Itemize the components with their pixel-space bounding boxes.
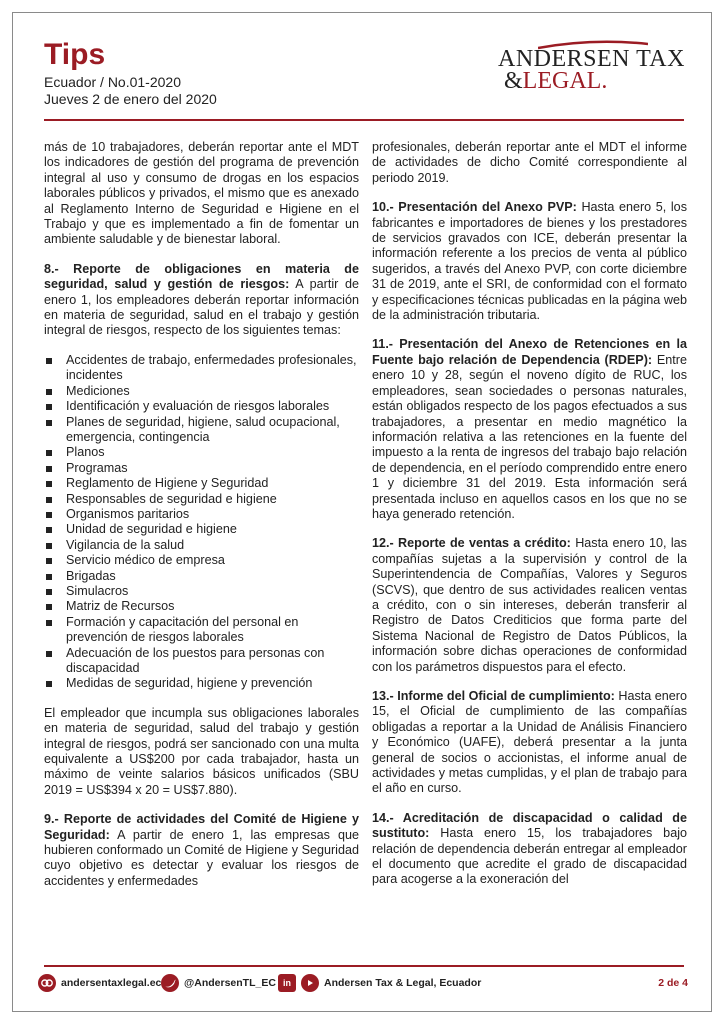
section-9: 9.- Reporte de actividades del Comité de Higiene y Seguridad: A partir de enero 1, las empresas que hubieren conformado un Comité de Higiene y Seguridad cuyo objetivo es detectar y evaluar los riesgos de accidentes y enfermedades: [44, 812, 359, 888]
footer: [38, 972, 688, 996]
list-item: Accidentes de trabajo, enfermedades profesionales, incidentes: [44, 353, 359, 384]
paragraph: profesionales, deberán reportar ante el MDT el informe de actividades de dicho Comité correspondiente al periodo 2019.: [372, 140, 687, 185]
linkedin-youtube-link[interactable]: in Andersen Tax & Legal, Ecuador: [278, 972, 481, 994]
list-item: Simulacros: [44, 584, 359, 599]
section-10: 10.- Presentación del Anexo PVP: Hasta enero 5, los fabricantes e importadores de bienes y los prestadores de servicios gravados con ICE, deberán presentar la información referente a los precios de venta al público sugeridos, a través del Anexo PVP, con corte diciembre 31 de 2019, ante el SRI, de conformidad con el formato y especificaciones técnicas publicadas en la página web de la administración tributaria.: [372, 200, 687, 323]
list-item: Vigilancia de la salud: [44, 538, 359, 553]
list-item: Programas: [44, 461, 359, 476]
paragraph: más de 10 trabajadores, deberán reportar ante el MDT los indicadores de gestión del programa de prevención integral al uso y consumo de drogas en los espacios laborales públicos y privados, el mismo que es anexado al Reglamento Interno de Seguridad e Higiene en el Trabajo y que es implementado a fin de fomentar un ambiente saludable y de bienestar laboral.: [44, 140, 359, 247]
page-title: Tips: [44, 38, 106, 71]
publication-date: Jueves 2 de enero del 2020: [44, 91, 217, 107]
list-item: Formación y capacitación del personal en prevención de riesgos laborales: [44, 615, 359, 646]
website-link[interactable]: andersentaxlegal.ec: [38, 972, 161, 994]
footer-divider: [44, 965, 684, 967]
section-13: 13.- Informe del Oficial de cumplimiento: Hasta enero 15, el Oficial de cumplimiento de las compañías obligadas a reportar a la Unidad de Análisis Financiero y Económico (UAFE), deberá presentar a la junta general de socios o accionistas, el informe anual de actividades y metas cumplidas, y el plan de trabajo para el año en curso.: [372, 689, 687, 796]
list-item: Servicio médico de empresa: [44, 553, 359, 568]
paragraph-fine: El empleador que incumpla sus obligaciones laborales en materia de seguridad, salud del trabajo y gestión integral de riesgos, podrá ser sancionado con una multa equivalente a US$200 por cada trabajador, hasta un máximo de veinte salarios básicos unificados (SBU 2019 = US$394 x 20 = US$7.880).: [44, 705, 359, 797]
logo-text-top: ANDERSEN TAX: [498, 46, 685, 72]
page-number: 2 de 4: [658, 977, 688, 989]
list-item: Planes de seguridad, higiene, salud ocupacional, emergencia, contingencia: [44, 415, 359, 446]
topics-list: [44, 353, 359, 692]
section-11: 11.- Presentación del Anexo de Retenciones en la Fuente bajo relación de Dependencia (RDEP): Entre enero 10 y 28, según el noveno dígito de RUC, los empleadores, sean sociedades o personas naturales, están obligados respecto de los pagos efectuados a sus trabajadores, a presentar en medio magnético la información relativa a las retenciones en la fuente del impuesto a la renta de ingresos del trabajo bajo relación de dependencia, en el período comprendido entre enero 1 y diciembre 31 del 2019. Esta información será presentada incluso en aquellos casos en los que no se haya generado retención.: [372, 337, 687, 521]
section-8: 8.- Reporte de obligaciones en materia de seguridad, salud y gestión de riesgos: A partir de enero 1, los empleadores deberán reportar información en materia de seguridad, salud en el trabajo y gestión integral de riesgos, respecto de los siguientes temas:: [44, 261, 359, 338]
twitter-link[interactable]: @AndersenTL_EC: [161, 972, 276, 994]
section-12: 12.- Reporte de ventas a crédito: Hasta enero 10, las compañías sujetas a la supervisión y control de la Superintendencia de Compañías, Valores y Seguros (SCVS), que dentro de sus actividades realicen ventas a crédito, con o sin intereses, deberán transferir al Registro de Datos Crediticios que forma parte del Sistema Nacional de Registro de Datos Públicos, la información sobre dichas operaciones de conformidad con los parámetros dispuestos para el efecto.: [372, 536, 687, 674]
left-column: [44, 140, 359, 903]
twitter-icon: [161, 974, 179, 992]
right-column: [372, 140, 687, 902]
list-item: Organismos paritarios: [44, 507, 359, 522]
list-item: Responsables de seguridad e higiene: [44, 492, 359, 507]
list-item: Planos: [44, 445, 359, 460]
andersen-logo: [498, 40, 688, 96]
header-divider: [44, 119, 684, 121]
link-icon: [38, 974, 56, 992]
list-item: Reglamento de Higiene y Seguridad: [44, 476, 359, 491]
list-item: Adecuación de los puestos para personas con discapacidad: [44, 646, 359, 677]
logo-text-bottom: &LEGAL.: [504, 68, 608, 94]
list-item: Matriz de Recursos: [44, 599, 359, 614]
section-14: 14.- Acreditación de discapacidad o calidad de sustituto: Hasta enero 15, los trabajadores bajo relación de dependencia deberán entregar al empleador el documento que acredite el grado de discapacidad para acogerse a la exoneración del: [372, 810, 687, 887]
list-item: Mediciones: [44, 384, 359, 399]
list-item: Unidad de seguridad e higiene: [44, 522, 359, 537]
linkedin-icon: in: [278, 974, 296, 992]
list-item: Identificación y evaluación de riesgos laborales: [44, 399, 359, 414]
list-item: Brigadas: [44, 569, 359, 584]
edition-number: Ecuador / No.01-2020: [44, 74, 181, 90]
list-item: Medidas de seguridad, higiene y prevención: [44, 676, 359, 691]
youtube-icon: [301, 974, 319, 992]
